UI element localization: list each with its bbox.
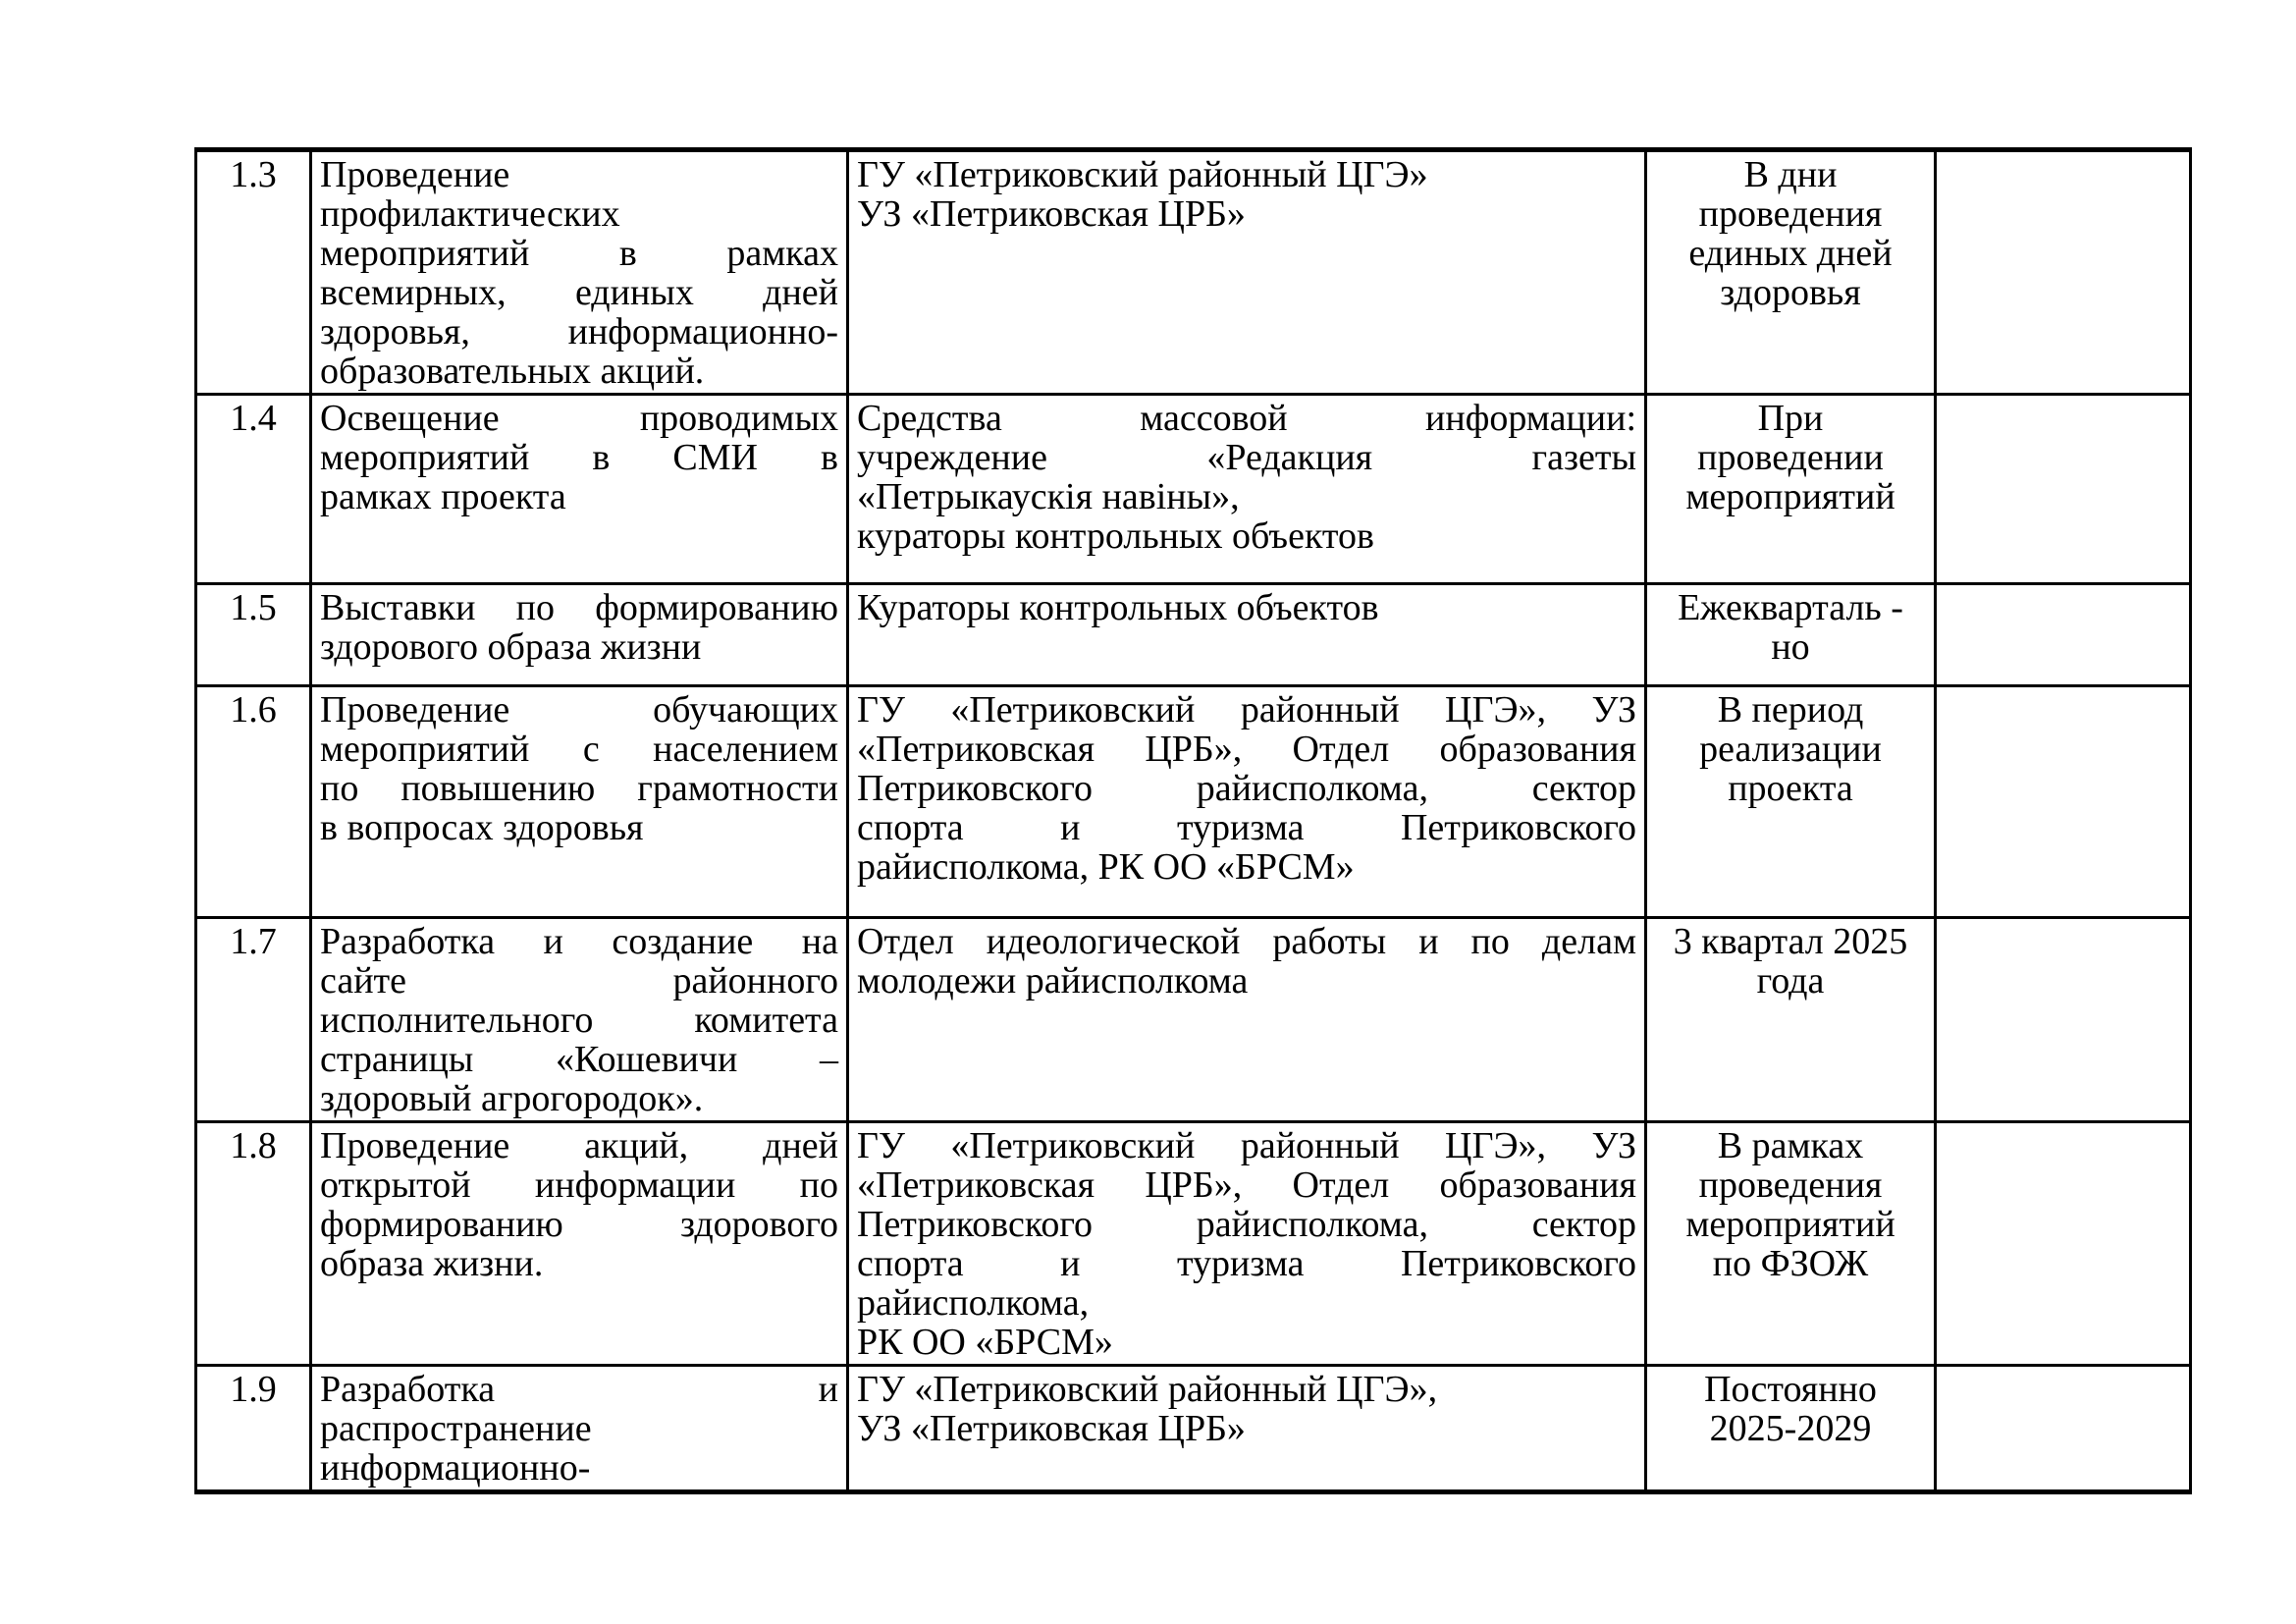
cell-text-line: УЗ «Петриковская ЦРБ» (857, 1408, 1246, 1449)
cell-text-line: В дни (1743, 154, 1838, 195)
table-row (196, 395, 2191, 584)
cell-text-line: райисполкома, (857, 1282, 1090, 1324)
cell-responsible (848, 686, 1646, 918)
cell-text-line: Кураторы контрольных объектов (857, 587, 1379, 628)
cell-text-line: ГУ «Петриковский районный ЦГЭ», (857, 1369, 1438, 1410)
cell-text-line: Отдел идеологической работы и по делам (857, 921, 1636, 962)
cell-timing (1646, 1122, 1936, 1366)
cell-number: 1.6 (196, 686, 311, 918)
table-row (196, 1122, 2191, 1366)
cell-text-line: проекта (1728, 768, 1853, 809)
cell-text-line: Ежекварталь - (1678, 587, 1903, 628)
cell-responsible (848, 1122, 1646, 1366)
cell-text-line: В период (1717, 689, 1864, 731)
cell-text-line: по повышению грамотности (320, 768, 838, 809)
cell-text-line: спорта и туризма Петриковского (857, 1243, 1636, 1284)
cell-text-line: реализации (1699, 729, 1882, 770)
cell-text-line: Выставки по формированию (320, 587, 838, 628)
cell-timing (1646, 686, 1936, 918)
cell-text-line: в вопросах здоровья (320, 807, 644, 848)
cell-text-line: РК ОО «БРСМ» (857, 1322, 1113, 1363)
cell-number: 1.3 (196, 150, 311, 395)
cell-text-line: информационно- (320, 1447, 591, 1489)
cell-text-line: рамках проекта (320, 476, 566, 517)
cell-text-line: образа жизни. (320, 1243, 544, 1284)
cell-text-line: учреждение «Редакция газеты (857, 437, 1636, 478)
cell-timing (1646, 584, 1936, 686)
cell-text-line: Петриковского райисполкома, сектор (857, 768, 1636, 809)
cell-text-line: проведения (1698, 1164, 1883, 1206)
cell-text-line: здорового образа жизни (320, 626, 702, 668)
cell-text-line: здоровья, информационно- (320, 311, 838, 352)
cell-note (1936, 1122, 2191, 1366)
cell-responsible (848, 584, 1646, 686)
cell-text-line: Петриковского райисполкома, сектор (857, 1204, 1636, 1245)
table-row (196, 686, 2191, 918)
cell-text-line: мероприятий с населением (320, 729, 838, 770)
cell-text-line: проведении (1697, 437, 1884, 478)
cell-number: 1.4 (196, 395, 311, 584)
plan-table-body (196, 150, 2191, 1492)
cell-text-line: «Петриковская ЦРБ», Отдел образования (857, 729, 1636, 770)
cell-text-line: здоровый агрогородок». (320, 1078, 704, 1119)
cell-text-line: здоровья (1720, 272, 1861, 313)
cell-text-line: образовательных акций. (320, 351, 705, 392)
cell-activity (311, 584, 848, 686)
cell-text-line: Постоянно (1704, 1369, 1877, 1410)
table-row (196, 1366, 2191, 1492)
cell-text-line: ГУ «Петриковский районный ЦГЭ» (857, 154, 1428, 195)
cell-text-line: по ФЗОЖ (1712, 1243, 1869, 1284)
cell-note (1936, 686, 2191, 918)
cell-text-line: 2025-2029 (1709, 1408, 1872, 1449)
cell-text-line: распространение (320, 1408, 592, 1449)
cell-activity (311, 1366, 848, 1492)
cell-number: 1.7 (196, 918, 311, 1122)
cell-text-line: но (1771, 626, 1810, 668)
cell-text-line: исполнительного комитета (320, 1000, 838, 1041)
cell-note (1936, 1366, 2191, 1492)
cell-text-line: Освещение проводимых (320, 398, 838, 439)
cell-note (1936, 918, 2191, 1122)
cell-text-line: открытой информации по (320, 1164, 838, 1206)
table-row (196, 584, 2191, 686)
cell-text-line: Проведение (320, 154, 510, 195)
cell-number: 1.9 (196, 1366, 311, 1492)
cell-text-line: молодежи райисполкома (857, 960, 1249, 1001)
cell-text-line: Средства массовой информации: (857, 398, 1636, 439)
cell-timing (1646, 395, 1936, 584)
cell-timing (1646, 1366, 1936, 1492)
cell-text-line: проведения (1698, 193, 1883, 235)
cell-text-line: спорта и туризма Петриковского (857, 807, 1636, 848)
cell-note (1936, 584, 2191, 686)
cell-responsible (848, 395, 1646, 584)
cell-activity (311, 395, 848, 584)
cell-text-line: Разработка и создание на (320, 921, 838, 962)
cell-text-line: ГУ «Петриковский районный ЦГЭ», УЗ (857, 689, 1636, 731)
cell-activity (311, 1122, 848, 1366)
cell-text-line: мероприятий (1685, 1204, 1896, 1245)
cell-activity (311, 918, 848, 1122)
cell-text-line: Проведение акций, дней (320, 1125, 838, 1166)
cell-text-line: кураторы контрольных объектов (857, 515, 1374, 557)
cell-note (1936, 150, 2191, 395)
cell-text-line: единых дней (1688, 233, 1893, 274)
cell-text-line: Проведение обучающих (320, 689, 838, 731)
table-row (196, 918, 2191, 1122)
cell-text-line: сайте районного (320, 960, 838, 1001)
cell-text-line: УЗ «Петриковская ЦРБ» (857, 193, 1246, 235)
cell-text-line: года (1756, 960, 1825, 1001)
cell-note (1936, 395, 2191, 584)
cell-text-line: В рамках (1717, 1125, 1864, 1166)
cell-text-line: «Петрыкаускія навіны», (857, 476, 1240, 517)
cell-text-line: При (1757, 398, 1824, 439)
plan-table (194, 147, 2192, 1494)
cell-text-line: мероприятий в рамках (320, 233, 838, 274)
cell-text-line: всемирных, единых дней (320, 272, 838, 313)
cell-responsible (848, 150, 1646, 395)
cell-number: 1.5 (196, 584, 311, 686)
cell-activity (311, 150, 848, 395)
cell-text-line: 3 квартал 2025 (1673, 921, 1908, 962)
cell-activity (311, 686, 848, 918)
cell-text-line: профилактических (320, 193, 620, 235)
cell-text-line: Разработка и (320, 1369, 838, 1410)
cell-responsible (848, 918, 1646, 1122)
cell-text-line: «Петриковская ЦРБ», Отдел образования (857, 1164, 1636, 1206)
cell-timing (1646, 150, 1936, 395)
table-row (196, 150, 2191, 395)
cell-text-line: мероприятий в СМИ в (320, 437, 838, 478)
cell-text-line: райисполкома, РК ОО «БРСМ» (857, 846, 1355, 888)
cell-responsible (848, 1366, 1646, 1492)
cell-text-line: страницы «Кошевичи – (320, 1039, 838, 1080)
cell-text-line: ГУ «Петриковский районный ЦГЭ», УЗ (857, 1125, 1636, 1166)
cell-timing (1646, 918, 1936, 1122)
cell-text-line: формированию здорового (320, 1204, 838, 1245)
cell-text-line: мероприятий (1685, 476, 1896, 517)
cell-number: 1.8 (196, 1122, 311, 1366)
